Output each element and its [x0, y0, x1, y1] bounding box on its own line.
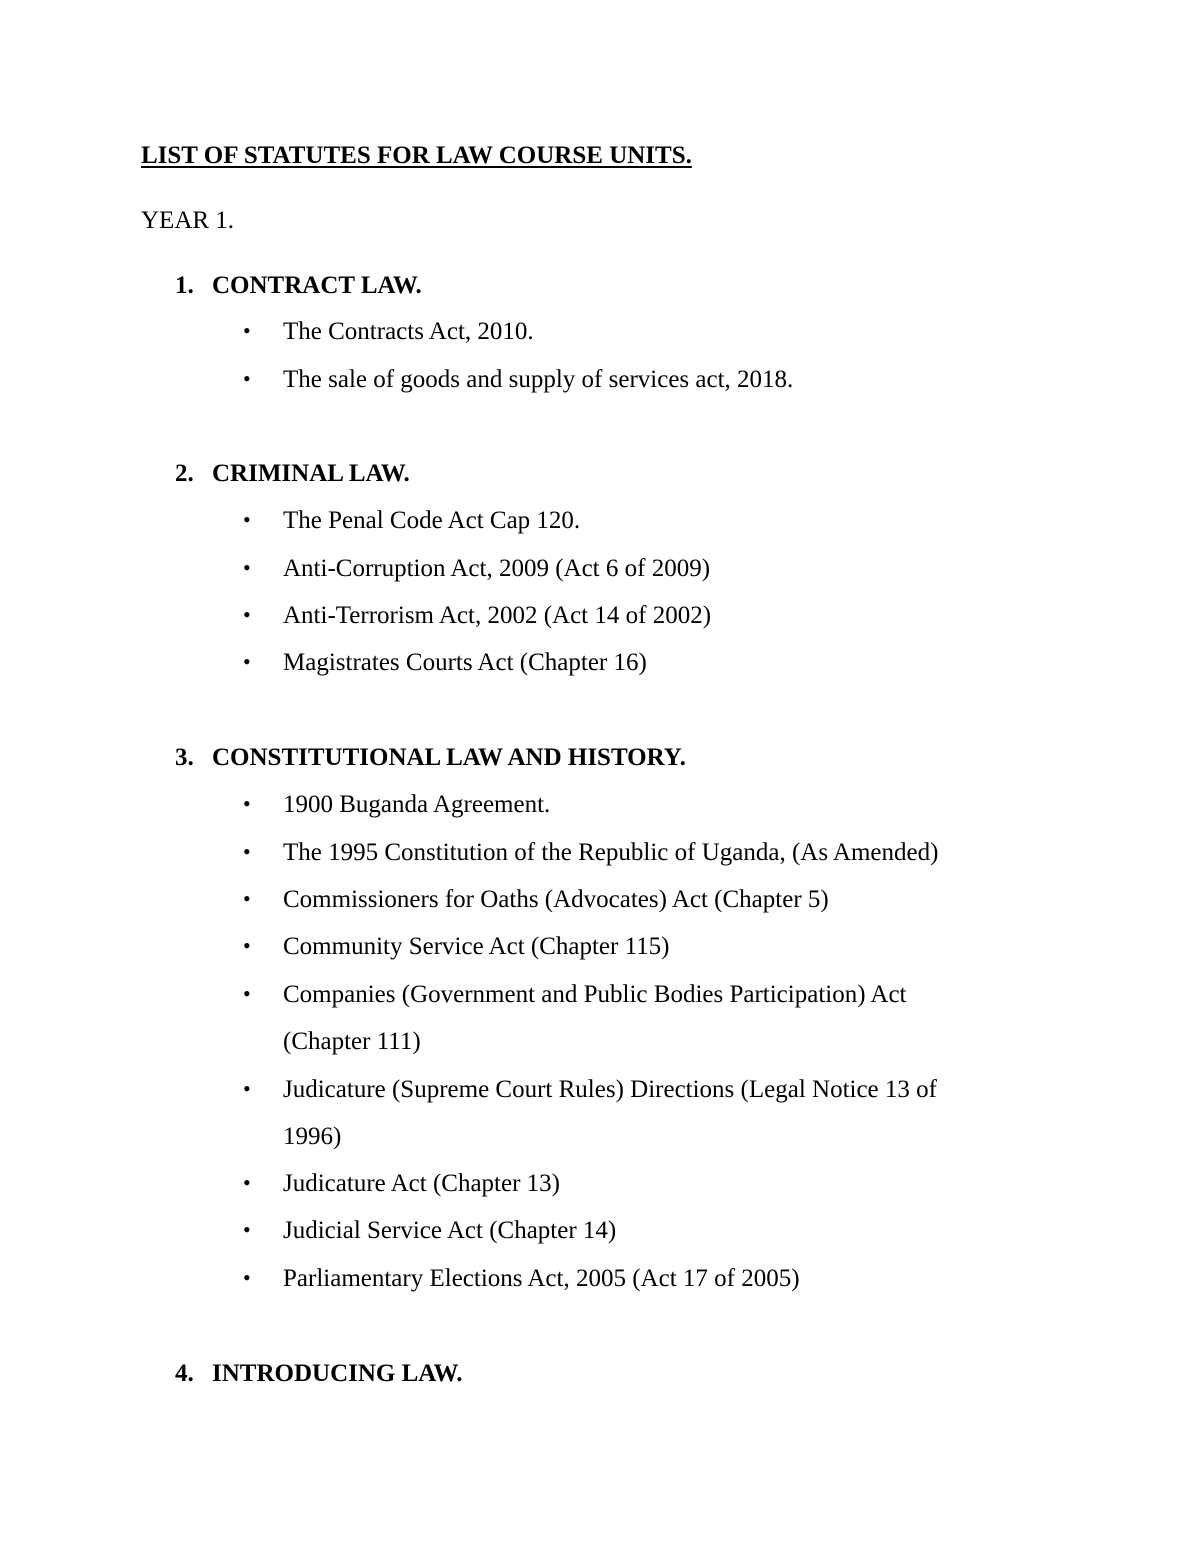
- bullet-icon: •: [243, 318, 251, 343]
- bullet-icon: •: [243, 555, 251, 580]
- list-item-text-continuation: (Chapter 111): [283, 1028, 421, 1055]
- list-item-text: Companies (Government and Public Bodies Participation) Act: [283, 981, 907, 1008]
- section-number: 3.: [175, 744, 194, 771]
- list-item-text: 1900 Buganda Agreement.: [283, 791, 551, 818]
- document-title: LIST OF STATUTES FOR LAW COURSE UNITS.: [141, 142, 692, 169]
- section-title: CONTRACT LAW.: [212, 272, 422, 299]
- bullet-icon: •: [243, 1076, 251, 1101]
- section-title: CRIMINAL LAW.: [212, 460, 410, 487]
- section-heading-contract-law: [175, 272, 422, 300]
- bullet-icon: •: [243, 602, 251, 627]
- list-item-text: The Penal Code Act Cap 120.: [283, 507, 581, 534]
- list-item-text: Magistrates Courts Act (Chapter 16): [283, 649, 647, 676]
- list-item-text: The sale of goods and supply of services act, 2018.: [283, 366, 794, 393]
- list-item-text-continuation: 1996): [283, 1123, 342, 1150]
- bullet-icon: •: [243, 839, 251, 864]
- list-item-text: Parliamentary Elections Act, 2005 (Act 17 of 2005): [283, 1265, 800, 1292]
- bullet-icon: •: [243, 1170, 251, 1195]
- list-item-text: Community Service Act (Chapter 115): [283, 933, 670, 960]
- section-number: 2.: [175, 460, 194, 487]
- section-heading-criminal-law: [175, 460, 410, 488]
- bullet-icon: •: [243, 933, 251, 958]
- list-item-text: Commissioners for Oaths (Advocates) Act (Chapter 5): [283, 886, 829, 913]
- bullet-icon: •: [243, 649, 251, 674]
- list-item-text: Judicature (Supreme Court Rules) Directions (Legal Notice 13 of: [283, 1076, 937, 1103]
- list-item-text: The Contracts Act, 2010.: [283, 318, 534, 345]
- list-item-text: The 1995 Constitution of the Republic of Uganda, (As Amended): [283, 839, 939, 866]
- section-number: 1.: [175, 272, 194, 299]
- bullet-icon: •: [243, 1265, 251, 1290]
- list-item-text: Judicial Service Act (Chapter 14): [283, 1217, 617, 1244]
- list-item-text: Judicature Act (Chapter 13): [283, 1170, 560, 1197]
- list-item-text: Anti-Corruption Act, 2009 (Act 6 of 2009): [283, 555, 711, 582]
- bullet-icon: •: [243, 886, 251, 911]
- bullet-icon: •: [243, 981, 251, 1006]
- bullet-icon: •: [243, 366, 251, 391]
- section-number: 4.: [175, 1360, 194, 1387]
- bullet-icon: •: [243, 1217, 251, 1242]
- section-title: INTRODUCING LAW.: [212, 1360, 463, 1387]
- section-heading-constitutional-law: [175, 744, 686, 772]
- bullet-icon: •: [243, 791, 251, 816]
- section-heading-introducing-law: [175, 1360, 463, 1388]
- list-item-text: Anti-Terrorism Act, 2002 (Act 14 of 2002): [283, 602, 712, 629]
- bullet-icon: •: [243, 507, 251, 532]
- year-label: YEAR 1.: [141, 207, 235, 234]
- section-title: CONSTITUTIONAL LAW AND HISTORY.: [212, 744, 686, 771]
